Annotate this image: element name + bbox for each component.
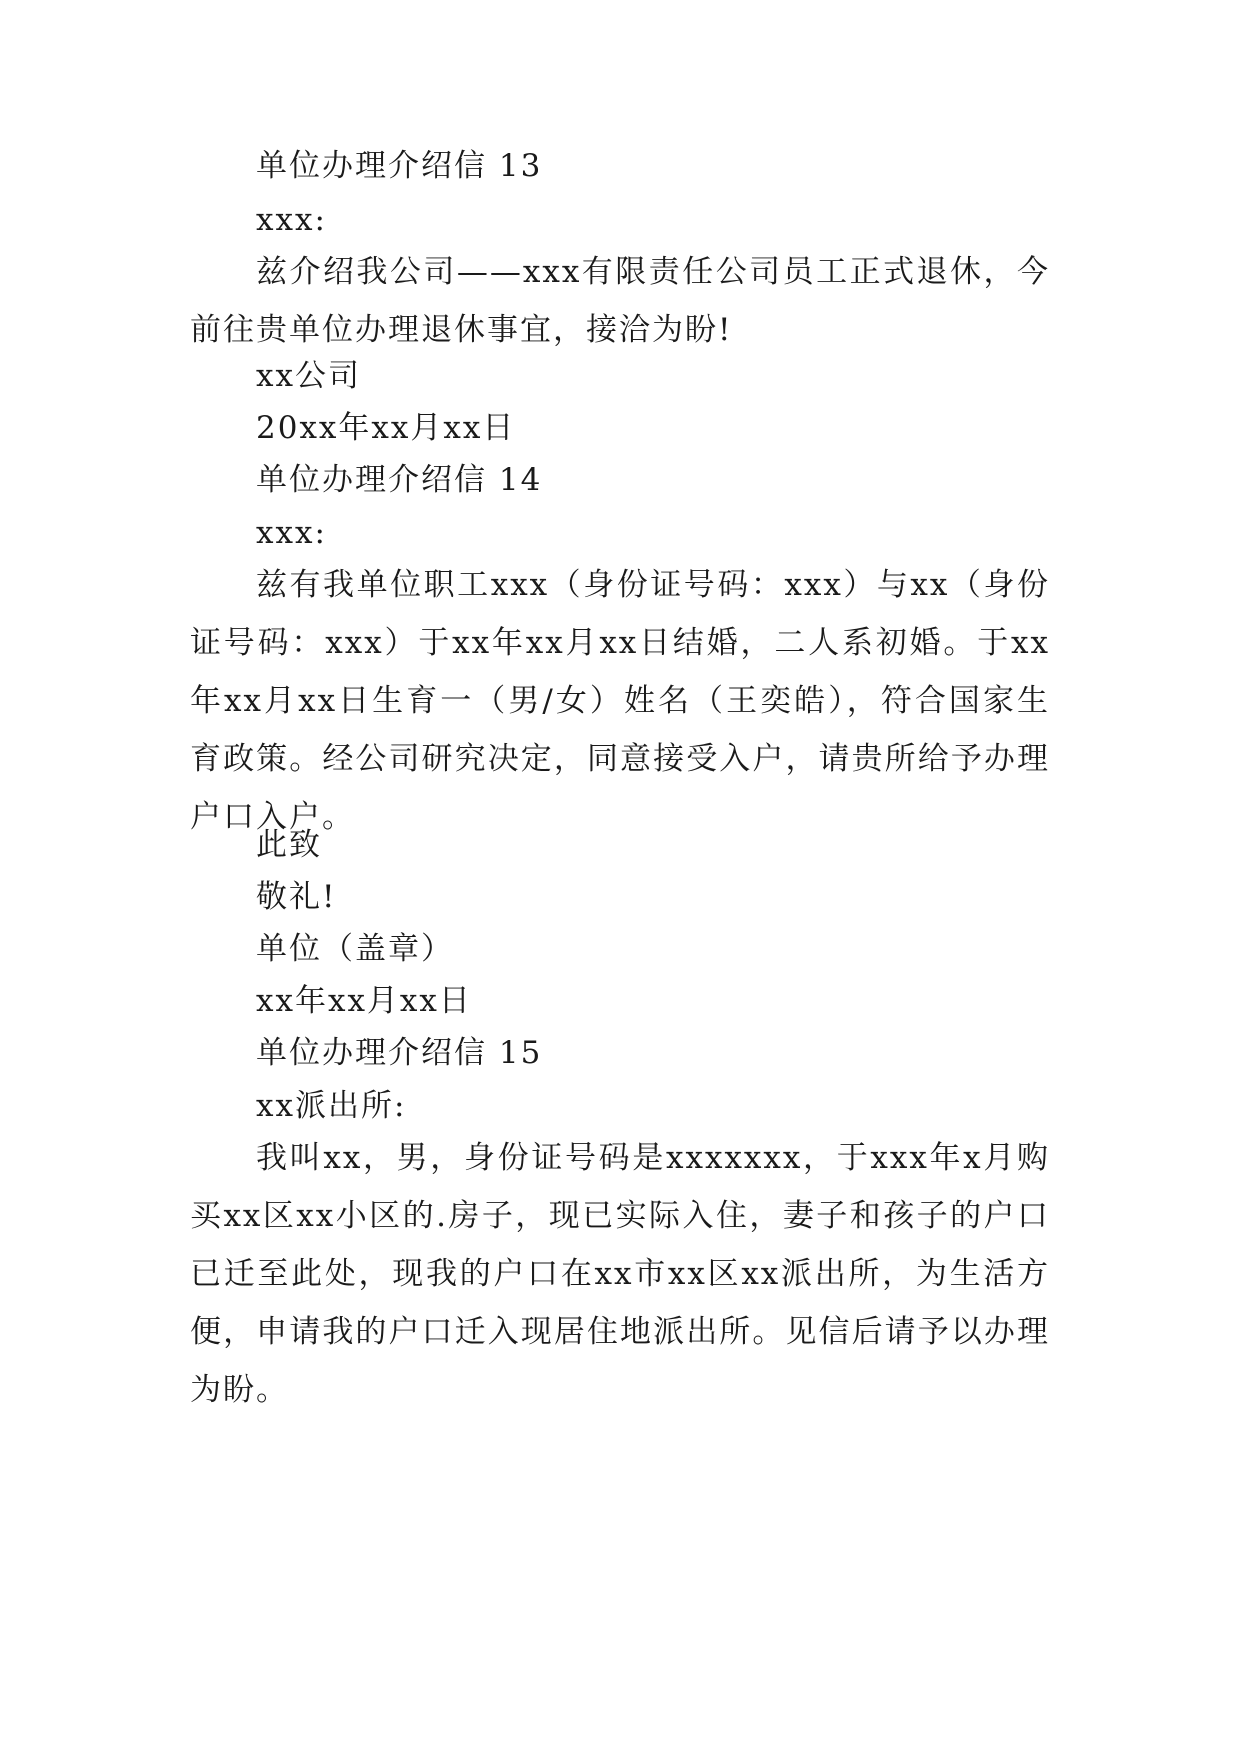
letter-14-signature: 单位（盖章） [256, 931, 454, 967]
letter-14-date: xx年xx月xx日 [256, 983, 472, 1019]
letter-13-body: 兹介绍我公司——xxx有限责任公司员工正式退休，今前往贵单位办理退休事宜，接洽为盼! [190, 254, 1050, 348]
letter-14-title: 单位办理介绍信 14 [256, 462, 543, 498]
letter-15-salutation: xx派出所: [256, 1088, 407, 1124]
letter-15-title: 单位办理介绍信 15 [256, 1035, 543, 1071]
document-page [190, 0, 1050, 1754]
letter-15-body: 我叫xx，男，身份证号码是xxxxxxx，于xxx年x月购买xx区xx小区的.房子，现已实际入住，妻子和孩子的户口已迁至此处，现我的户口在xx市xx区xx派出所，为生活方便，申请我的户口迁入现居住地派出所。见信后请予以办理为盼。 [190, 1140, 1050, 1408]
letter-13-company: xx公司 [256, 358, 361, 394]
letter-13-salutation: xxx: [256, 202, 327, 238]
letter-14-closing-2: 敬礼! [256, 879, 337, 915]
letter-13-date: 20xx年xx月xx日 [256, 410, 516, 446]
letter-14-salutation: xxx: [256, 515, 327, 551]
letter-14-closing-1: 此致 [256, 827, 322, 863]
letter-14-body: 兹有我单位职工xxx（身份证号码：xxx）与xx（身份证号码：xxx）于xx年xx月xx日结婚，二人系初婚。于xx年xx月xx日生育一（男/女）姓名（王奕皓），符合国家生育政策。经公司研究决定，同意接受入户，请贵所给予办理户口入户。 [190, 567, 1050, 835]
letter-13-title: 单位办理介绍信 13 [256, 148, 543, 184]
